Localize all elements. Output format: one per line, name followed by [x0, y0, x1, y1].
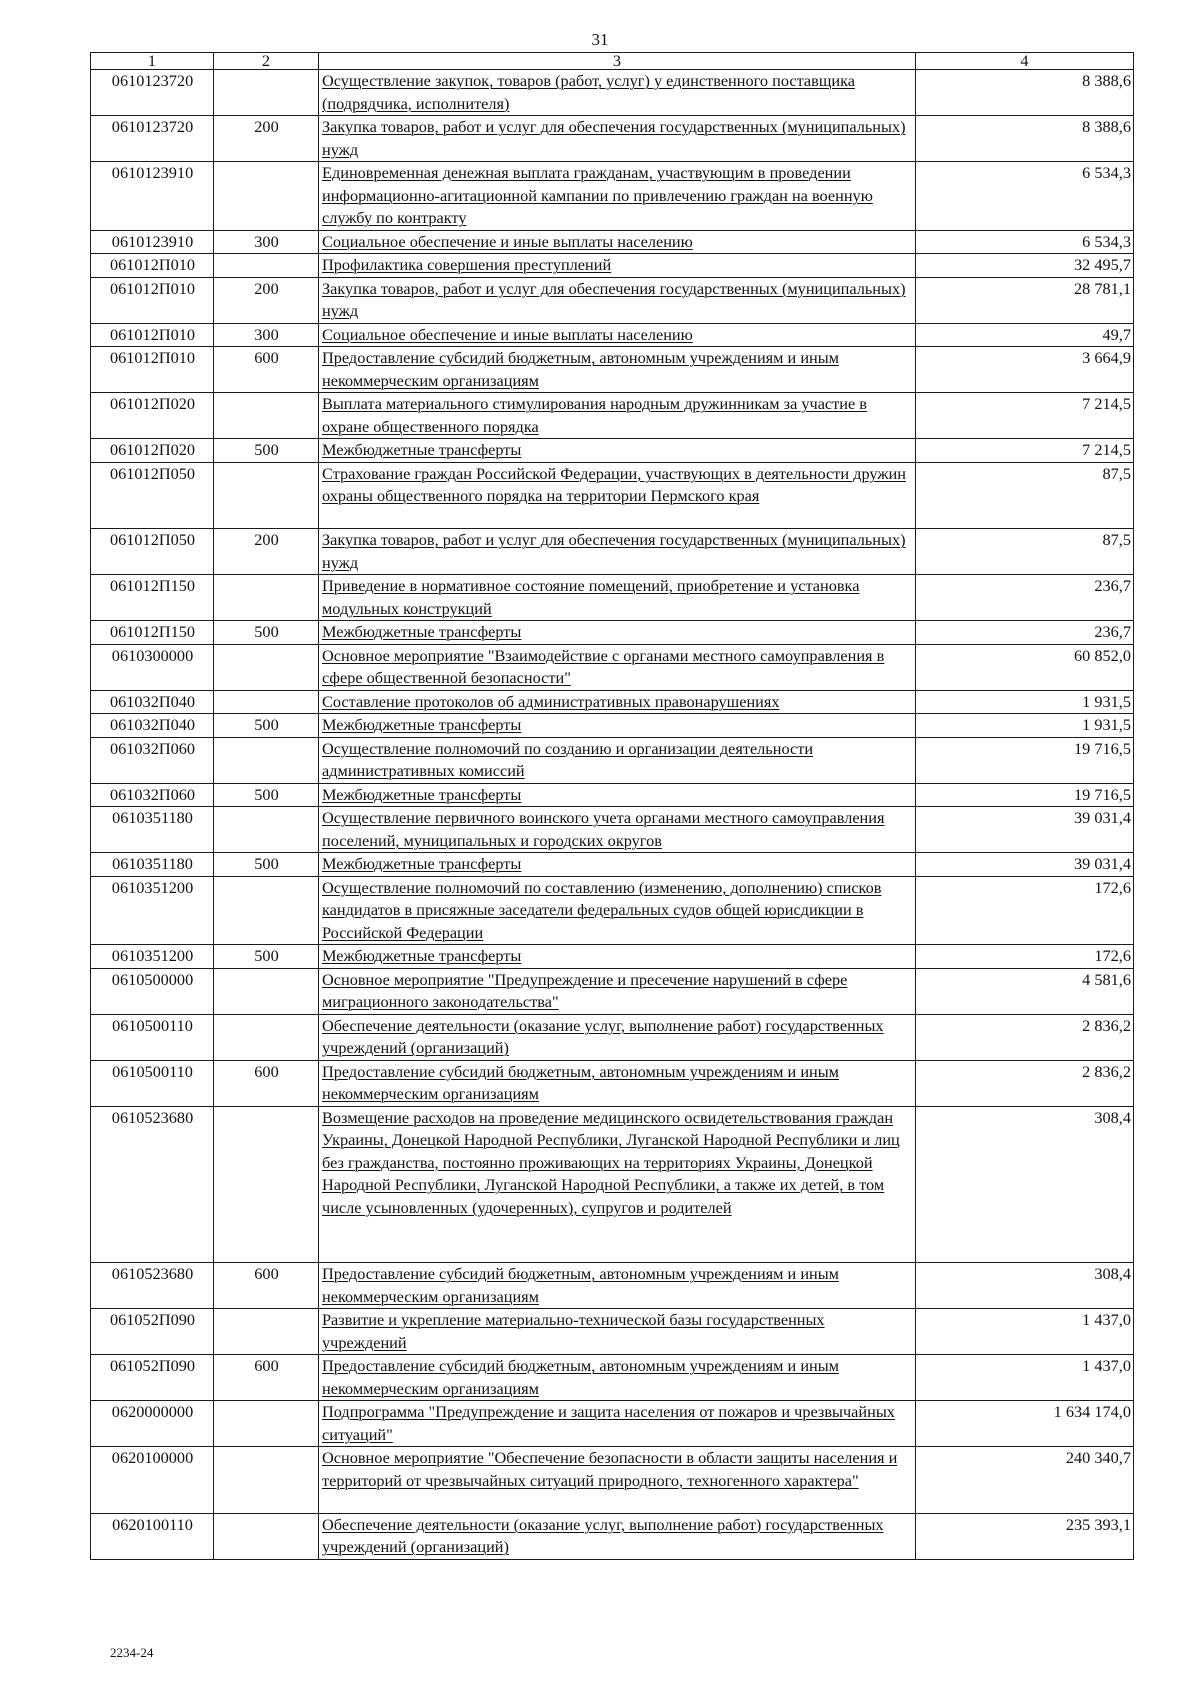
expense-type-cell: [214, 70, 319, 116]
amount-cell: 235 393,1: [916, 1513, 1134, 1559]
expense-type-cell: [214, 575, 319, 621]
table-row: [91, 277, 1134, 323]
target-code-cell: 061012П050: [91, 462, 214, 529]
table-row: [91, 737, 1134, 783]
description-cell: Страхование граждан Российской Федерации, участвующих в деятельности дружин охраны общественного порядка на территории Пермского края: [319, 462, 916, 529]
table-row: [91, 945, 1134, 969]
expense-type-cell: [214, 254, 319, 278]
table-row: [91, 393, 1134, 439]
description-cell: Закупка товаров, работ и услуг для обеспечения государственных (муниципальных) нужд: [319, 116, 916, 162]
expense-type-cell: [214, 1513, 319, 1559]
amount-cell: 2 836,2: [916, 1060, 1134, 1106]
description-cell: Осуществление полномочий по составлению (изменению, дополнению) списков кандидатов в присяжные заседатели федеральных судов общей юрисдикции в Российской Федерации: [319, 876, 916, 945]
table-row: [91, 1401, 1134, 1447]
target-code-cell: 061012П010: [91, 323, 214, 347]
amount-cell: 236,7: [916, 575, 1134, 621]
target-code-cell: 061012П010: [91, 347, 214, 393]
amount-cell: 1 634 174,0: [916, 1401, 1134, 1447]
header-col-4: 4: [916, 53, 1134, 70]
amount-cell: 87,5: [916, 529, 1134, 575]
footer-document-code: 2234-24: [110, 1645, 154, 1660]
target-code-cell: 061032П060: [91, 783, 214, 807]
table-row: [91, 876, 1134, 945]
table-row: [91, 116, 1134, 162]
description-cell: Развитие и укрепление материально-технической базы государственных учреждений: [319, 1309, 916, 1355]
target-code-cell: 061012П010: [91, 254, 214, 278]
table-row: [91, 807, 1134, 853]
target-code-cell: 0610351180: [91, 807, 214, 853]
table-row: [91, 1060, 1134, 1106]
expense-type-cell: 500: [214, 945, 319, 969]
table-row: [91, 1106, 1134, 1263]
table-row: [91, 714, 1134, 738]
expense-type-cell: [214, 1401, 319, 1447]
amount-cell: 3 664,9: [916, 347, 1134, 393]
amount-cell: 1 931,5: [916, 690, 1134, 714]
table-header-row: [91, 53, 1134, 70]
table-row: [91, 853, 1134, 877]
amount-cell: 87,5: [916, 462, 1134, 529]
expense-type-cell: 600: [214, 1355, 319, 1401]
table-row: [91, 783, 1134, 807]
description-cell: Межбюджетные трансферты: [319, 714, 916, 738]
expense-type-cell: 500: [214, 714, 319, 738]
description-cell: Межбюджетные трансферты: [319, 853, 916, 877]
expense-type-cell: 600: [214, 347, 319, 393]
expense-type-cell: 600: [214, 1263, 319, 1309]
expense-type-cell: 500: [214, 621, 319, 645]
description-cell: Выплата материального стимулирования народным дружинникам за участие в охране общественного порядка: [319, 393, 916, 439]
target-code-cell: 061052П090: [91, 1309, 214, 1355]
table-row: [91, 70, 1134, 116]
target-code-cell: 0620100000: [91, 1447, 214, 1514]
table-row: [91, 529, 1134, 575]
description-cell: Основное мероприятие "Предупреждение и пресечение нарушений в сфере миграционного законодательства": [319, 968, 916, 1014]
target-code-cell: 061032П040: [91, 714, 214, 738]
description-cell: Межбюджетные трансферты: [319, 621, 916, 645]
expense-type-cell: [214, 737, 319, 783]
target-code-cell: 061012П020: [91, 393, 214, 439]
target-code-cell: 0610500110: [91, 1014, 214, 1060]
description-cell: Составление протоколов об административных правонарушениях: [319, 690, 916, 714]
description-cell: Осуществление полномочий по созданию и организации деятельности административных комиссий: [319, 737, 916, 783]
amount-cell: 6 534,3: [916, 230, 1134, 254]
expense-type-cell: [214, 690, 319, 714]
description-cell: Осуществление первичного воинского учета органами местного самоуправления поселений, муниципальных и городских округов: [319, 807, 916, 853]
amount-cell: 28 781,1: [916, 277, 1134, 323]
target-code-cell: 0620000000: [91, 1401, 214, 1447]
table-row: [91, 439, 1134, 463]
amount-cell: 32 495,7: [916, 254, 1134, 278]
expense-type-cell: 500: [214, 853, 319, 877]
target-code-cell: 0610351180: [91, 853, 214, 877]
header-col-2: 2: [214, 53, 319, 70]
description-cell: Социальное обеспечение и иные выплаты населению: [319, 230, 916, 254]
table-row: [91, 1513, 1134, 1559]
table-row: [91, 162, 1134, 231]
amount-cell: 172,6: [916, 945, 1134, 969]
description-cell: Основное мероприятие "Взаимодействие с органами местного самоуправления в сфере общественной безопасности": [319, 644, 916, 690]
table-row: [91, 462, 1134, 529]
description-cell: Межбюджетные трансферты: [319, 945, 916, 969]
description-cell: Обеспечение деятельности (оказание услуг, выполнение работ) государственных учреждений (организаций): [319, 1014, 916, 1060]
target-code-cell: 0610500000: [91, 968, 214, 1014]
description-cell: Межбюджетные трансферты: [319, 439, 916, 463]
expense-type-cell: 200: [214, 277, 319, 323]
amount-cell: 1 931,5: [916, 714, 1134, 738]
target-code-cell: 0610523680: [91, 1263, 214, 1309]
header-col-1: 1: [91, 53, 214, 70]
description-cell: Приведение в нормативное состояние помещений, приобретение и установка модульных конструкций: [319, 575, 916, 621]
target-code-cell: 061032П040: [91, 690, 214, 714]
amount-cell: 1 437,0: [916, 1355, 1134, 1401]
expense-type-cell: [214, 968, 319, 1014]
expense-type-cell: 300: [214, 230, 319, 254]
expense-type-cell: 500: [214, 783, 319, 807]
amount-cell: 19 716,5: [916, 737, 1134, 783]
expense-type-cell: 200: [214, 529, 319, 575]
budget-table: [90, 52, 1134, 1560]
amount-cell: 172,6: [916, 876, 1134, 945]
amount-cell: 240 340,7: [916, 1447, 1134, 1514]
description-cell: Подпрограмма "Предупреждение и защита населения от пожаров и чрезвычайных ситуаций": [319, 1401, 916, 1447]
table-row: [91, 347, 1134, 393]
expense-type-cell: [214, 162, 319, 231]
table-row: [91, 230, 1134, 254]
amount-cell: 49,7: [916, 323, 1134, 347]
table-row: [91, 575, 1134, 621]
description-cell: Предоставление субсидий бюджетным, автономным учреждениям и иным некоммерческим организациям: [319, 1263, 916, 1309]
description-cell: Предоставление субсидий бюджетным, автономным учреждениям и иным некоммерческим организациям: [319, 1060, 916, 1106]
target-code-cell: 061012П150: [91, 621, 214, 645]
expense-type-cell: [214, 1447, 319, 1514]
target-code-cell: 0610123910: [91, 162, 214, 231]
amount-cell: 236,7: [916, 621, 1134, 645]
target-code-cell: 0610351200: [91, 876, 214, 945]
amount-cell: 2 836,2: [916, 1014, 1134, 1060]
table-row: [91, 1014, 1134, 1060]
expense-type-cell: [214, 1309, 319, 1355]
amount-cell: 8 388,6: [916, 116, 1134, 162]
amount-cell: 4 581,6: [916, 968, 1134, 1014]
description-cell: Закупка товаров, работ и услуг для обеспечения государственных (муниципальных) нужд: [319, 277, 916, 323]
description-cell: Профилактика совершения преступлений: [319, 254, 916, 278]
description-cell: Обеспечение деятельности (оказание услуг, выполнение работ) государственных учреждений (организаций): [319, 1513, 916, 1559]
amount-cell: 6 534,3: [916, 162, 1134, 231]
amount-cell: 8 388,6: [916, 70, 1134, 116]
description-cell: Предоставление субсидий бюджетным, автономным учреждениям и иным некоммерческим организациям: [319, 1355, 916, 1401]
target-code-cell: 0610123910: [91, 230, 214, 254]
expense-type-cell: 200: [214, 116, 319, 162]
description-cell: Возмещение расходов на проведение медицинского освидетельствования граждан Украины, Донецкой Народной Республики, Луганской Народной Республики и лиц без гражданства, постоянно проживающих на территориях Украины, Донецкой Народной Республики, Луганской Народной Республики, а также их детей, в том числе усыновленных (удочеренных), супругов и родителей: [319, 1106, 916, 1263]
table-row: [91, 1355, 1134, 1401]
table-row: [91, 1263, 1134, 1309]
description-cell: Основное мероприятие "Обеспечение безопасности в области защиты населения и территорий от чрезвычайных ситуаций природного, техногенного характера": [319, 1447, 916, 1514]
amount-cell: 1 437,0: [916, 1309, 1134, 1355]
table-row: [91, 644, 1134, 690]
table-row: [91, 690, 1134, 714]
expense-type-cell: 300: [214, 323, 319, 347]
expense-type-cell: 600: [214, 1060, 319, 1106]
amount-cell: 7 214,5: [916, 393, 1134, 439]
target-code-cell: 061012П020: [91, 439, 214, 463]
table-row: [91, 1447, 1134, 1514]
target-code-cell: 0610523680: [91, 1106, 214, 1263]
table-row: [91, 323, 1134, 347]
target-code-cell: 0610500110: [91, 1060, 214, 1106]
target-code-cell: 061012П150: [91, 575, 214, 621]
description-cell: Предоставление субсидий бюджетным, автономным учреждениям и иным некоммерческим организациям: [319, 347, 916, 393]
table-row: [91, 968, 1134, 1014]
expense-type-cell: [214, 462, 319, 529]
expense-type-cell: [214, 1014, 319, 1060]
target-code-cell: 061032П060: [91, 737, 214, 783]
expense-type-cell: 500: [214, 439, 319, 463]
target-code-cell: 0620100110: [91, 1513, 214, 1559]
target-code-cell: 061052П090: [91, 1355, 214, 1401]
target-code-cell: 0610123720: [91, 70, 214, 116]
table-row: [91, 1309, 1134, 1355]
amount-cell: 7 214,5: [916, 439, 1134, 463]
expense-type-cell: [214, 807, 319, 853]
target-code-cell: 0610123720: [91, 116, 214, 162]
amount-cell: 39 031,4: [916, 807, 1134, 853]
description-cell: Межбюджетные трансферты: [319, 783, 916, 807]
amount-cell: 19 716,5: [916, 783, 1134, 807]
expense-type-cell: [214, 876, 319, 945]
expense-type-cell: [214, 1106, 319, 1263]
description-cell: Закупка товаров, работ и услуг для обеспечения государственных (муниципальных) нужд: [319, 529, 916, 575]
page-number: 31: [591, 30, 609, 49]
amount-cell: 60 852,0: [916, 644, 1134, 690]
table-row: [91, 254, 1134, 278]
description-cell: Единовременная денежная выплата гражданам, участвующим в проведении информационно-агитационной кампании по привлечению граждан на военную службу по контракту: [319, 162, 916, 231]
amount-cell: 39 031,4: [916, 853, 1134, 877]
header-col-3: 3: [319, 53, 916, 70]
amount-cell: 308,4: [916, 1106, 1134, 1263]
expense-type-cell: [214, 393, 319, 439]
description-cell: Социальное обеспечение и иные выплаты населению: [319, 323, 916, 347]
table-row: [91, 621, 1134, 645]
target-code-cell: 0610351200: [91, 945, 214, 969]
target-code-cell: 061012П050: [91, 529, 214, 575]
expense-type-cell: [214, 644, 319, 690]
target-code-cell: 0610300000: [91, 644, 214, 690]
description-cell: Осуществление закупок, товаров (работ, услуг) у единственного поставщика (подрядчика, исполнителя): [319, 70, 916, 116]
amount-cell: 308,4: [916, 1263, 1134, 1309]
target-code-cell: 061012П010: [91, 277, 214, 323]
